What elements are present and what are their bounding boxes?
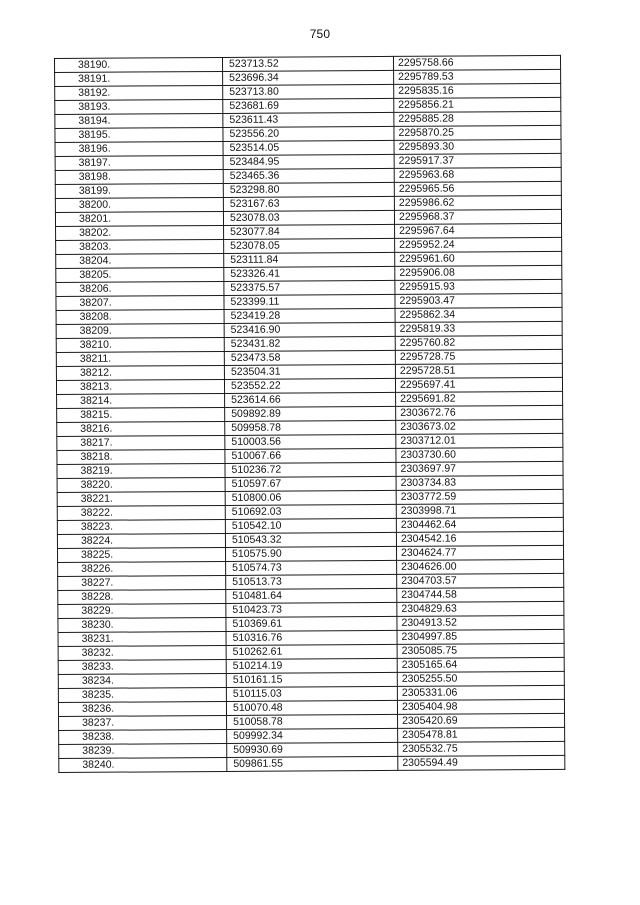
- point-number-cell: 38218.: [57, 449, 225, 464]
- point-number-cell: 38213.: [56, 379, 224, 394]
- y-coordinate-cell: 2295835.16: [394, 83, 561, 98]
- point-number-cell: 38222.: [57, 505, 225, 520]
- y-coordinate-cell: 2295789.53: [394, 69, 561, 84]
- y-coordinate-cell: 2295758.66: [393, 55, 560, 70]
- point-number-cell: 38220.: [57, 477, 225, 492]
- x-coordinate-cell: 523713.80: [223, 84, 394, 99]
- point-number-cell: 38198.: [55, 169, 223, 184]
- y-coordinate-cell: 2304542.16: [396, 531, 563, 546]
- point-number-cell: 38197.: [55, 155, 223, 170]
- y-coordinate-cell: 2295819.33: [395, 321, 562, 336]
- point-number-cell: 38207.: [56, 295, 224, 310]
- x-coordinate-cell: 523465.36: [223, 168, 394, 183]
- x-coordinate-cell: 509958.78: [225, 420, 396, 435]
- x-coordinate-cell: 523167.63: [223, 196, 394, 211]
- point-number-cell: 38201.: [55, 211, 223, 226]
- x-coordinate-cell: 510575.90: [225, 546, 396, 561]
- y-coordinate-cell: 2304913.52: [397, 615, 564, 630]
- y-coordinate-cell: 2305532.75: [398, 741, 565, 756]
- y-coordinate-cell: 2295760.82: [395, 335, 562, 350]
- x-coordinate-cell: 510262.61: [226, 644, 397, 659]
- point-number-cell: 38205.: [56, 267, 224, 282]
- x-coordinate-cell: 523077.84: [224, 224, 395, 239]
- y-coordinate-cell: 2305420.69: [398, 713, 565, 728]
- y-coordinate-cell: 2305331.06: [397, 685, 564, 700]
- point-number-cell: 38195.: [55, 127, 223, 142]
- x-coordinate-cell: 523696.34: [223, 70, 394, 85]
- point-number-cell: 38228.: [58, 589, 226, 604]
- point-number-cell: 38230.: [58, 617, 226, 632]
- x-coordinate-cell: 523552.22: [224, 378, 395, 393]
- y-coordinate-cell: 2303998.71: [396, 503, 563, 518]
- y-coordinate-cell: 2303712.01: [396, 433, 563, 448]
- y-coordinate-cell: 2295915.93: [395, 279, 562, 294]
- y-coordinate-cell: 2303772.59: [396, 489, 563, 504]
- y-coordinate-cell: 2295961.60: [395, 251, 562, 266]
- y-coordinate-cell: 2305404.98: [397, 699, 564, 714]
- x-coordinate-cell: 510423.73: [226, 602, 397, 617]
- x-coordinate-cell: 523611.43: [223, 112, 394, 127]
- y-coordinate-cell: 2304626.00: [397, 559, 564, 574]
- x-coordinate-cell: 523713.52: [222, 56, 393, 71]
- y-coordinate-cell: 2304624.77: [396, 545, 563, 560]
- point-number-cell: 38194.: [55, 113, 223, 128]
- point-number-cell: 38214.: [57, 393, 225, 408]
- point-number-cell: 38236.: [58, 701, 226, 716]
- x-coordinate-cell: 523473.58: [224, 350, 395, 365]
- y-coordinate-cell: 2295728.75: [395, 349, 562, 364]
- point-number-cell: 38234.: [58, 673, 226, 688]
- x-coordinate-cell: 510236.72: [225, 462, 396, 477]
- point-number-cell: 38192.: [55, 85, 223, 100]
- x-coordinate-cell: 510115.03: [226, 686, 397, 701]
- x-coordinate-cell: 510513.73: [226, 574, 397, 589]
- point-number-cell: 38239.: [59, 743, 227, 758]
- point-number-cell: 38235.: [58, 687, 226, 702]
- y-coordinate-cell: 2295965.56: [394, 181, 561, 196]
- point-number-cell: 38203.: [56, 239, 224, 254]
- y-coordinate-cell: 2295986.62: [394, 195, 561, 210]
- y-coordinate-cell: 2304829.63: [397, 601, 564, 616]
- point-number-cell: 38193.: [55, 99, 223, 114]
- x-coordinate-cell: 509892.89: [225, 406, 396, 421]
- x-coordinate-cell: 510067.66: [225, 448, 396, 463]
- x-coordinate-cell: 523078.03: [223, 210, 394, 225]
- x-coordinate-cell: 523514.05: [223, 140, 394, 155]
- x-coordinate-cell: 509861.55: [227, 756, 398, 771]
- y-coordinate-cell: 2304703.57: [397, 573, 564, 588]
- x-coordinate-cell: 510692.03: [225, 504, 396, 519]
- x-coordinate-cell: 523111.84: [224, 252, 395, 267]
- point-number-cell: 38229.: [58, 603, 226, 618]
- y-coordinate-cell: 2295967.64: [395, 223, 562, 238]
- point-number-cell: 38196.: [55, 141, 223, 156]
- x-coordinate-cell: 510070.48: [226, 700, 397, 715]
- point-number-cell: 38223.: [57, 519, 225, 534]
- x-coordinate-cell: 510597.67: [225, 476, 396, 491]
- y-coordinate-cell: 2304462.64: [396, 517, 563, 532]
- x-coordinate-cell: 523484.95: [223, 154, 394, 169]
- y-coordinate-cell: 2304997.85: [397, 629, 564, 644]
- x-coordinate-cell: 510574.73: [226, 560, 397, 575]
- x-coordinate-cell: 510369.61: [226, 616, 397, 631]
- point-number-cell: 38190.: [55, 57, 223, 72]
- x-coordinate-cell: 523681.69: [223, 98, 394, 113]
- x-coordinate-cell: 523375.57: [224, 280, 395, 295]
- x-coordinate-cell: 523614.66: [225, 392, 396, 407]
- point-number-cell: 38219.: [57, 463, 225, 478]
- point-number-cell: 38221.: [57, 491, 225, 506]
- x-coordinate-cell: 510214.19: [226, 658, 397, 673]
- coordinate-table-body: [55, 55, 565, 772]
- y-coordinate-cell: 2303697.97: [396, 461, 563, 476]
- point-number-cell: 38206.: [56, 281, 224, 296]
- y-coordinate-cell: 2305255.50: [397, 671, 564, 686]
- y-coordinate-cell: 2295691.82: [396, 391, 563, 406]
- y-coordinate-cell: 2305165.64: [397, 657, 564, 672]
- y-coordinate-cell: 2304744.58: [397, 587, 564, 602]
- y-coordinate-cell: 2305085.75: [397, 643, 564, 658]
- point-number-cell: 38231.: [58, 631, 226, 646]
- point-number-cell: 38227.: [58, 575, 226, 590]
- point-number-cell: 38211.: [56, 351, 224, 366]
- point-number-cell: 38238.: [59, 729, 227, 744]
- x-coordinate-cell: 510003.56: [225, 434, 396, 449]
- y-coordinate-cell: 2295893.30: [394, 139, 561, 154]
- x-coordinate-cell: 510161.15: [226, 672, 397, 687]
- page-number: 750: [309, 27, 331, 41]
- coordinate-table: [54, 55, 565, 773]
- x-coordinate-cell: 510481.64: [226, 588, 397, 603]
- x-coordinate-cell: 523419.28: [224, 308, 395, 323]
- y-coordinate-cell: 2295870.25: [394, 125, 561, 140]
- point-number-cell: 38215.: [57, 407, 225, 422]
- point-number-cell: 38208.: [56, 309, 224, 324]
- x-coordinate-cell: 510543.32: [225, 532, 396, 547]
- y-coordinate-cell: 2295906.08: [395, 265, 562, 280]
- y-coordinate-cell: 2305478.81: [398, 727, 565, 742]
- point-number-cell: 38226.: [58, 561, 226, 576]
- y-coordinate-cell: 2295952.24: [395, 237, 562, 252]
- x-coordinate-cell: 523078.05: [224, 238, 395, 253]
- point-number-cell: 38204.: [56, 253, 224, 268]
- y-coordinate-cell: 2295963.68: [394, 167, 561, 182]
- y-coordinate-cell: 2295917.37: [394, 153, 561, 168]
- point-number-cell: 38191.: [55, 71, 223, 86]
- x-coordinate-cell: 523326.41: [224, 266, 395, 281]
- point-number-cell: 38199.: [55, 183, 223, 198]
- point-number-cell: 38209.: [56, 323, 224, 338]
- point-number-cell: 38225.: [57, 547, 225, 562]
- x-coordinate-cell: 510058.78: [227, 714, 398, 729]
- x-coordinate-cell: 523431.82: [224, 336, 395, 351]
- point-number-cell: 38210.: [56, 337, 224, 352]
- x-coordinate-cell: 510316.76: [226, 630, 397, 645]
- x-coordinate-cell: 523504.31: [224, 364, 395, 379]
- y-coordinate-cell: 2303673.02: [396, 419, 563, 434]
- y-coordinate-cell: 2295903.47: [395, 293, 562, 308]
- point-number-cell: 38237.: [59, 715, 227, 730]
- y-coordinate-cell: 2303730.60: [396, 447, 563, 462]
- y-coordinate-cell: 2295862.34: [395, 307, 562, 322]
- x-coordinate-cell: 523298.80: [223, 182, 394, 197]
- point-number-cell: 38200.: [55, 197, 223, 212]
- table-row: [59, 755, 565, 772]
- x-coordinate-cell: 510542.10: [225, 518, 396, 533]
- y-coordinate-cell: 2295856.21: [394, 97, 561, 112]
- point-number-cell: 38212.: [56, 365, 224, 380]
- point-number-cell: 38216.: [57, 421, 225, 436]
- point-number-cell: 38240.: [59, 757, 227, 772]
- x-coordinate-cell: 523399.11: [224, 294, 395, 309]
- point-number-cell: 38217.: [57, 435, 225, 450]
- x-coordinate-cell: 523556.20: [223, 126, 394, 141]
- y-coordinate-cell: 2295885.28: [394, 111, 561, 126]
- y-coordinate-cell: 2295697.41: [395, 377, 562, 392]
- x-coordinate-cell: 523416.90: [224, 322, 395, 337]
- y-coordinate-cell: 2305594.49: [398, 755, 565, 770]
- y-coordinate-cell: 2295728.51: [395, 363, 562, 378]
- x-coordinate-cell: 509992.34: [227, 728, 398, 743]
- x-coordinate-cell: 509930.69: [227, 742, 398, 757]
- y-coordinate-cell: 2303672.76: [396, 405, 563, 420]
- y-coordinate-cell: 2303734.83: [396, 475, 563, 490]
- point-number-cell: 38202.: [56, 225, 224, 240]
- x-coordinate-cell: 510800.06: [225, 490, 396, 505]
- y-coordinate-cell: 2295968.37: [394, 209, 561, 224]
- point-number-cell: 38224.: [57, 533, 225, 548]
- point-number-cell: 38233.: [58, 659, 226, 674]
- point-number-cell: 38232.: [58, 645, 226, 660]
